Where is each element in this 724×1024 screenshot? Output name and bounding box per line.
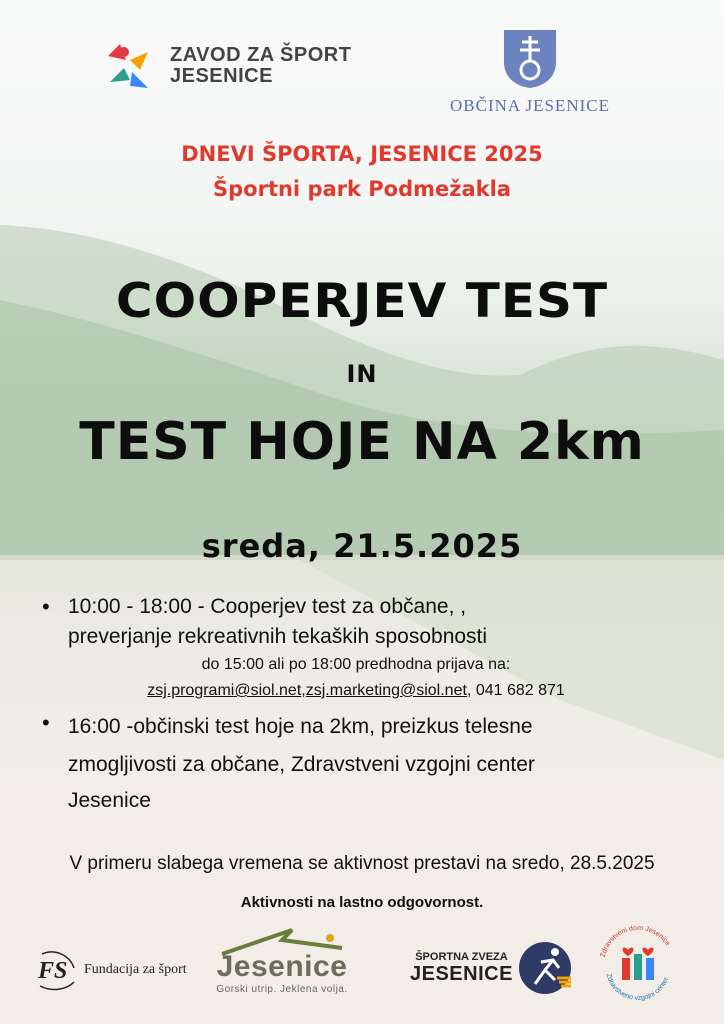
event-date: sreda, 21.5.2025 (201, 527, 523, 565)
fs-emblem-icon (36, 946, 78, 994)
responsibility-notice: Aktivnosti na lastno odgovornost. (240, 894, 484, 911)
headline-connector: IN (346, 360, 378, 388)
event-title: DNEVI ŠPORTA, JESENICE 2025 (181, 142, 543, 166)
jesenice-brand-logo (212, 926, 352, 995)
fs-text: Fundacija za šport (84, 962, 187, 977)
weather-notice: V primeru slabega vremena se aktivnost prestavi na sredo, 28.5.2025 (69, 853, 655, 874)
bullet2-line1: 16:00 -občinski test hoje na 2km, preizkus telesne (68, 715, 533, 738)
bullet2-line3: Jesenice (68, 789, 151, 812)
obcina-jesenice-logo (440, 26, 620, 116)
sportna-zveza-logo (410, 940, 573, 996)
bullet-icon: • (42, 594, 50, 619)
bullet-icon: • (42, 710, 50, 735)
headline-cooperjev-test: COOPERJEV TEST (115, 273, 609, 329)
email-link-programi[interactable]: zsj.programi@siol.net (147, 682, 302, 699)
fs-mark-text: FS (38, 958, 68, 984)
email-link-marketing[interactable]: zsj.marketing@siol.net (305, 682, 467, 699)
szj-line1: ŠPORTNA ZVEZA (415, 950, 508, 963)
obcina-shield-icon (500, 26, 560, 90)
phone-number: , 041 682 871 (466, 682, 565, 699)
zavod-name-line2: JESENICE (170, 65, 273, 87)
health-center-icon (592, 918, 684, 1010)
schedule-list (42, 592, 702, 818)
bullet1-line2: preverjanje rekreativnih tekaških sposobnosti (68, 625, 488, 648)
zavod-star-icon (100, 38, 156, 94)
zdj-line2: Zdravstveno vzgojni center (604, 972, 671, 1003)
zdravstveni-dom-logo (592, 918, 684, 1010)
bullet2-line2: zmogljivosti za občane, Zdravstveni vzgojni center (68, 753, 535, 776)
svg-text:Zdravstveni dom Jesenice (600, 925, 671, 958)
zdj-line1: Zdravstveni dom Jesenice (599, 924, 672, 959)
fundacija-za-sport-logo (36, 946, 187, 994)
headline-test-hoje: TEST HOJE NA 2km (79, 412, 645, 472)
szj-line2: JESENICE (410, 962, 513, 985)
list-item (42, 708, 702, 818)
runner-icon (517, 940, 573, 996)
registration-line: do 15:00 ali po 18:00 predhodna prijava na: (201, 656, 511, 673)
jesenice-tagline: Gorski utrip. Jeklena volja. (216, 984, 348, 995)
zavod-za-sport-logo (100, 38, 351, 94)
bullet1-line1: 10:00 - 18:00 - Cooperjev test za občane, , (68, 595, 467, 618)
contact-line: zsj.programi@siol.net,zsj.marketing@siol.net, 041 682 871 (147, 682, 565, 699)
obcina-name: OBČINA JESENICE (450, 96, 610, 115)
list-item (42, 592, 702, 652)
zavod-name-line1: ZAVOD ZA ŠPORT (170, 44, 352, 66)
jesenice-word: Jesenice (216, 950, 348, 983)
event-location: Športni park Podmežakla (213, 177, 511, 201)
registration-info (66, 652, 646, 704)
